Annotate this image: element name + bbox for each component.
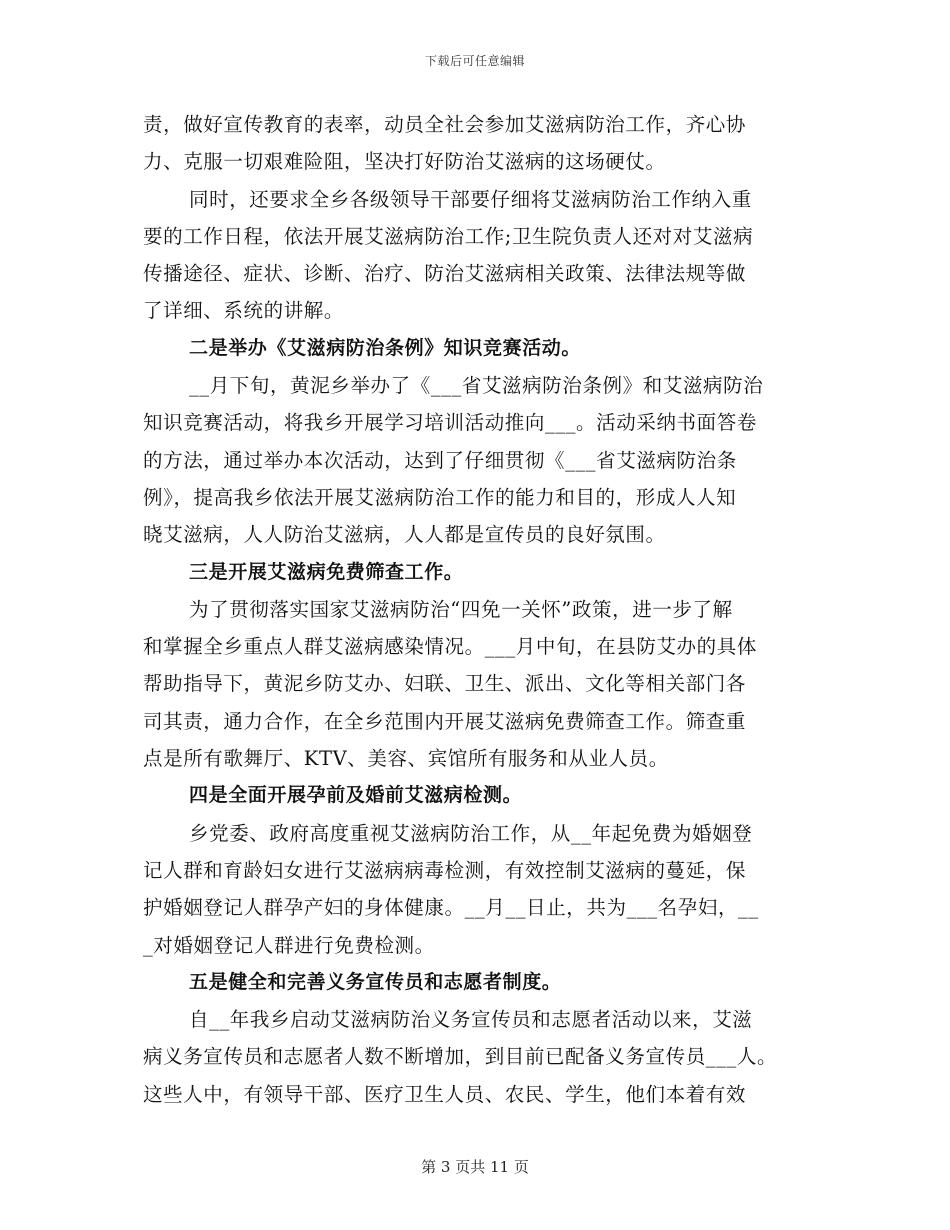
text-line: 自__年我乡启动艾滋病防治义务宣传员和志愿者活动以来，艾滋 (189, 1008, 753, 1032)
text-line: 例》，提高我乡依法开展艾滋病防治工作的能力和目的，形成人人知 (143, 485, 737, 509)
text-line: 责，做好宣传教育的表率，动员全社会参加艾滋病防治工作，齐心协 (143, 113, 747, 136)
page-header: 下载后可任意编辑 (424, 54, 525, 68)
text-line: 乡党委、政府高度重视艾滋病防治工作，从__年起免费为婚姻登 (189, 821, 753, 845)
text-line: 晓艾滋病，人人防治艾滋病，人人都是宣传员的良好氛围。 (143, 523, 666, 547)
text-line: 和掌握全乡重点人群艾滋病感染情况。___月中旬，在县防艾办的具体 (143, 635, 757, 659)
section-heading: 三是开展艾滋病免费筛查工作。 (189, 560, 464, 583)
section-heading: 四是全面开展孕前及婚前艾滋病检测。 (189, 784, 523, 807)
section-heading: 五是健全和完善义务宣传员和志愿者制度。 (189, 970, 562, 993)
text-line: 同时，还要求全乡各级领导干部要仔细将艾滋病防治工作纳入重 (189, 187, 752, 211)
text-line: 要的工作日程，依法开展艾滋病防治工作;卫生院负责人还对对艾滋病 (143, 224, 754, 248)
document-body (143, 106, 808, 1113)
text-line: 知识竞赛活动，将我乡开展学习培训活动推向___。活动采纳书面答卷 (143, 411, 757, 435)
text-line: _对婚姻登记人群进行免费检测。 (143, 933, 435, 957)
text-line: 了详细、系统的讲解。 (143, 299, 345, 323)
text-line: 帮助指导下，黄泥乡防艾办、妇联、卫生、派出、文化等相关部门各 (143, 672, 747, 696)
text-line: 的方法，通过举办本次活动，达到了仔细贯彻《___省艾滋病防治条 (143, 448, 737, 472)
text-line: 病义务宣传员和志愿者人数不断增加，到目前已配备义务宣传员___人。 (143, 1045, 778, 1069)
text-line: 力、克服一切艰难险阻，坚决打好防治艾滋病的这场硬仗。 (143, 150, 666, 174)
text-line: 司其责，通力合作，在全乡范围内开展艾滋病免费筛查工作。筛查重 (143, 709, 747, 733)
section-heading: 二是举办《艾滋病防治条例》知识竞赛活动。 (189, 336, 582, 359)
page-footer: 第 3 页共 11 页 (421, 1158, 529, 1176)
text-line: 这些人中，有领导干部、医疗卫生人员、农民、学生，他们本着有效 (143, 1082, 747, 1106)
text-line: __月下旬，黄泥乡举办了《___省艾滋病防治条例》和艾滋病防治 (189, 374, 764, 398)
text-line: 为了贯彻落实国家艾滋病防治“四免一关怀”政策，进一步了解 (189, 597, 733, 621)
text-line: 记人群和育龄妇女进行艾滋病病毒检测，有效控制艾滋病的蔓延，保 (143, 858, 747, 882)
text-line: 点是所有歌舞厅、KTV、美容、宾馆所有服务和从业人员。 (143, 747, 669, 771)
text-line: 传播途径、症状、诊断、治疗、防治艾滋病相关政策、法律法规等做 (143, 262, 747, 286)
text-line: 护婚姻登记人群孕产妇的身体健康。__月__日止，共为___名孕妇，__ (143, 896, 759, 920)
